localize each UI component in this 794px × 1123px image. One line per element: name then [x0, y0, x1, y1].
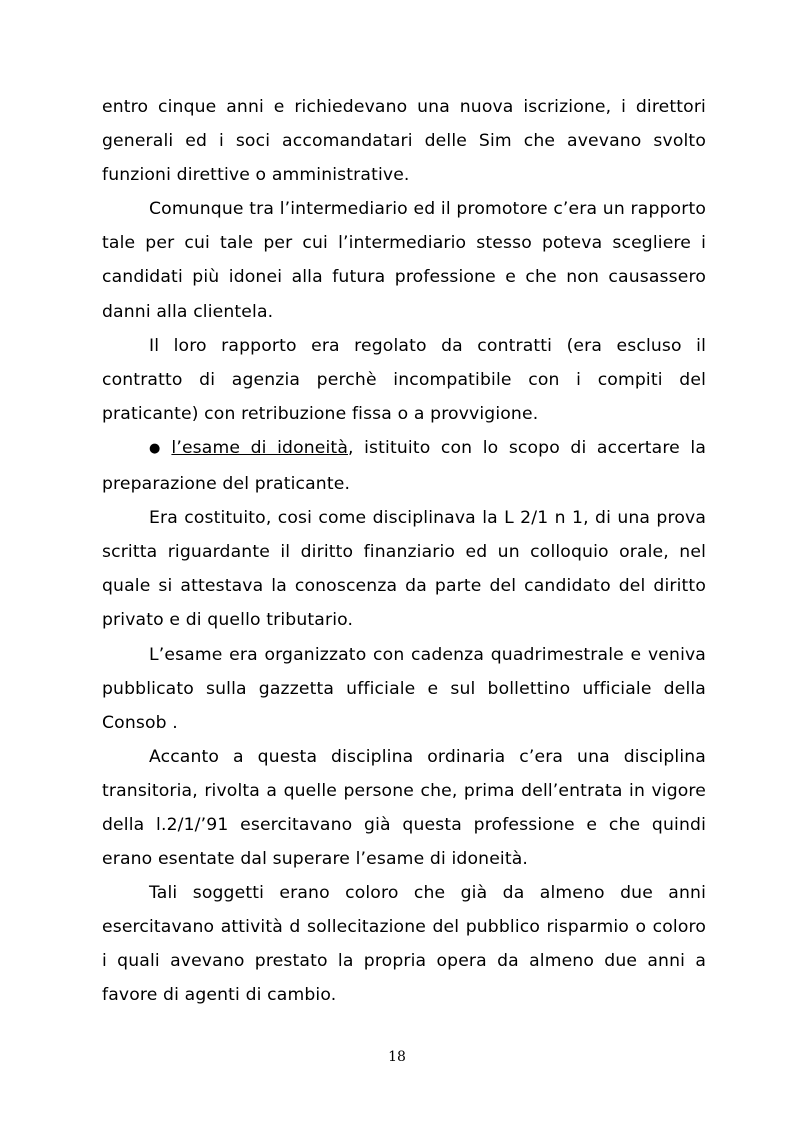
paragraph-exam-schedule: L’esame era organizzato con cadenza quadrimestrale e veniva pubblicato sulla gazzetta ufficiale e sul bollettino ufficiale della Consob . [102, 644, 706, 733]
paragraph-relationship: Comunque tra l’intermediario ed il promotore c’era un rapporto tale per cui tale per cui l’intermediario stesso poteva scegliere i candidati più idonei alla futura professione e che non causassero danni alla clientela. [102, 199, 706, 322]
body-text [102, 90, 706, 1013]
paragraph-contracts: Il loro rapporto era regolato da contratti (era escluso il contratto di agenzia perchè incompatibile con i compiti del praticante) con retribuzione fissa o a provvigione. [102, 335, 706, 424]
paragraph-exam-structure: Era costituito, cosi come disciplinava la L 2/1 n 1, di una prova scritta riguardante il diritto finanziario ed un colloquio orale, nel quale si attestava la conoscenza da parte del candidato del diritto privato e di quello tributario. [102, 508, 706, 631]
page-number: 18 [388, 1049, 406, 1065]
bullet-item-exam [102, 431, 706, 501]
bullet-icon: ● [149, 440, 166, 456]
paragraph-transitional: Accanto a questa disciplina ordinaria c’era una disciplina transitoria, rivolta a quelle persone che, prima dell’entrata in vigore della l.2/1/’91 esercitavano già questa professione e che quindi erano esentate dal superare l’esame di idoneità. [102, 746, 706, 870]
exam-description: , istituito con lo scopo di accertare la preparazione del praticante. [102, 437, 706, 495]
paragraph-continuation: entro cinque anni e richiedevano una nuova iscrizione, i direttori generali ed i soci accomandatari delle Sim che avevano svolto funzioni direttive o amministrative. [102, 97, 706, 186]
paragraph-subjects: Tali soggetti erano coloro che già da almeno due anni esercitavano attività d sollecitazione del pubblico risparmio o coloro i quali avevano prestato la propria opera da almeno due anni a favore di agenti di cambio. [102, 883, 706, 1006]
exam-term: l’esame di idoneità [171, 437, 348, 458]
